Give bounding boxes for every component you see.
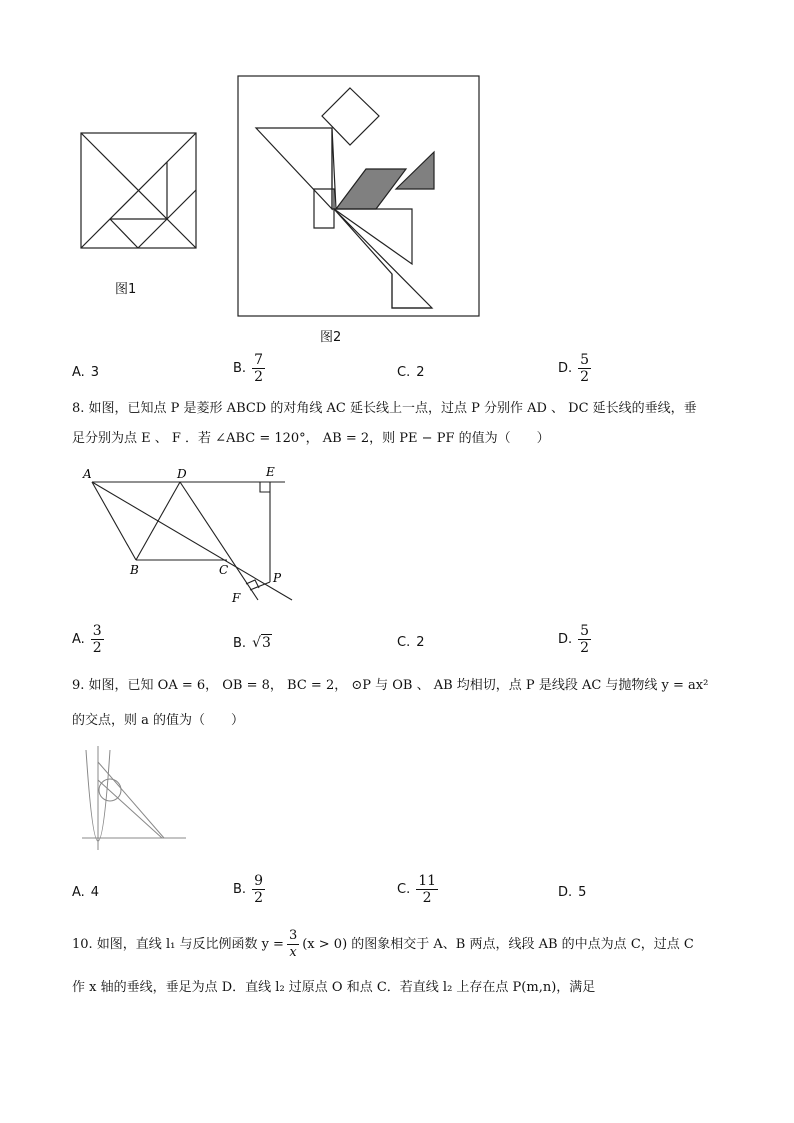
q7-option-a-letter: A. [72, 365, 85, 380]
q9-option-b-fraction [252, 873, 265, 906]
fig2-foot-triangle [334, 209, 432, 308]
q10-fraction-numerator: 3 [288, 928, 298, 943]
q8-option-a-denominator: 2 [92, 640, 102, 656]
q8-option-c[interactable] [397, 635, 425, 650]
q8-option-d-letter: D. [558, 632, 573, 647]
q9-option-b[interactable] [233, 873, 265, 906]
q8-question-line-1: 8. 如图，已知点 P 是菱形 ABCD 的对角线 AC 延长线上一点，过点 P 分别作 AD 、 DC 延长线的垂线，垂 [72, 401, 697, 416]
q9-question-line-2: 的交点，则 a 的值为（ ） [72, 713, 245, 728]
q7-option-c-letter: C. [397, 365, 411, 380]
q7-option-d-numerator: 5 [580, 352, 590, 368]
fig1-lower-left-line [110, 219, 138, 248]
q8-label-b: B [130, 563, 139, 577]
q8-label-c: C [219, 563, 229, 577]
q9-option-d-letter: D. [558, 885, 573, 900]
q7-option-b-fraction [252, 352, 265, 385]
q9-option-b-numerator: 9 [254, 873, 263, 889]
q9-option-a[interactable] [72, 885, 99, 900]
fig2-leg-triangle [334, 209, 412, 264]
q9-option-d[interactable] [558, 885, 586, 900]
q10-line-1-end: (x > 0) 的图象相交于 A、B 两点，线段 AB 的中点为点 C，过点 C [302, 936, 694, 952]
q9-parabola-figure [78, 742, 190, 854]
q7-option-c-value: 2 [416, 365, 425, 380]
q10-fraction-denominator: x [289, 945, 297, 960]
q8-option-d-denominator: 2 [580, 640, 590, 656]
q8-perpendicular-pf [250, 582, 270, 590]
q7-option-d-letter: D. [558, 361, 573, 376]
q8-option-c-letter: C. [397, 635, 411, 650]
q9-option-a-letter: A. [72, 885, 85, 900]
figure-2-caption: 图2 [320, 330, 342, 345]
q9-option-d-value: 5 [578, 885, 587, 900]
q9-line-ac [98, 780, 162, 838]
q9-option-c-numerator: 11 [418, 873, 437, 889]
q8-option-a-numerator: 3 [92, 623, 102, 639]
q9-option-b-denominator: 2 [254, 890, 263, 906]
q7-option-a[interactable] [72, 365, 99, 380]
q10-question-line-2: 作 x 轴的垂线，垂足为点 D．直线 l₂ 过原点 O 和点 C．若直线 l₂ 上存在点 P(m,n)，满足 [72, 980, 596, 995]
q8-right-angle-e [260, 482, 270, 492]
q8-option-c-value: 2 [416, 635, 425, 650]
q9-option-c-denominator: 2 [422, 890, 432, 906]
figure-2-tangram [236, 74, 482, 320]
q7-option-d-denominator: 2 [580, 369, 590, 385]
figure-1-tangram [78, 130, 200, 250]
q8-rhombus-figure [80, 460, 300, 610]
q8-option-a[interactable] [72, 623, 104, 656]
q8-option-a-letter: A. [72, 632, 85, 647]
q7-option-d-fraction [578, 352, 591, 385]
q7-option-b-letter: B. [233, 361, 247, 376]
fig2-foot-lines [392, 274, 432, 308]
q8-option-b-letter: B. [233, 635, 247, 651]
q9-option-c-letter: C. [397, 882, 411, 897]
q7-option-b-denominator: 2 [254, 369, 263, 385]
figure-1-caption: 图1 [115, 282, 137, 297]
q8-option-d-fraction [578, 623, 591, 656]
q9-circle-p [99, 779, 121, 801]
fig2-head-square [322, 88, 379, 145]
q9-option-b-letter: B. [233, 882, 247, 897]
q9-option-c[interactable] [397, 873, 438, 906]
q9-option-a-value: 4 [90, 885, 100, 900]
q8-option-d-numerator: 5 [580, 623, 590, 639]
q9-question-line-1: 9. 如图，已知 OA = 6， OB = 8， BC = 2， ⊙P 与 OB 、 AB 均相切，点 P 是线段 AC 与抛物线 y = ax² [72, 678, 709, 693]
q7-option-d[interactable] [558, 352, 591, 385]
q8-label-d: D [177, 467, 187, 481]
q7-option-b-numerator: 7 [254, 352, 263, 368]
q10-fraction [287, 928, 299, 961]
q8-option-b-radicand: 3 [261, 635, 271, 651]
q8-question-line-2: 足分别为点 E 、 F ．若 ∠ABC = 120°， AB = 2，则 PE − PF 的值为（ ） [72, 431, 550, 446]
q8-label-a: A [83, 467, 92, 481]
fig2-big-triangle [256, 128, 332, 209]
q8-option-a-fraction [91, 623, 104, 656]
q10-question-line-1 [72, 928, 694, 961]
q10-line-1-start: 10. 如图，直线 l₁ 与反比例函数 y = [72, 936, 284, 952]
q9-option-c-fraction [416, 873, 438, 906]
q8-label-e: E [266, 465, 275, 479]
q8-label-p: P [273, 571, 282, 585]
q8-option-b[interactable] [233, 635, 272, 651]
q8-side-ab [92, 482, 136, 560]
q7-option-b[interactable] [233, 352, 265, 385]
q7-option-c[interactable] [397, 365, 425, 380]
q8-option-d[interactable] [558, 623, 591, 656]
q7-option-a-value: 3 [90, 365, 100, 380]
q8-label-f: F [232, 591, 241, 605]
q8-option-b-sqrt: √3 [252, 635, 271, 651]
